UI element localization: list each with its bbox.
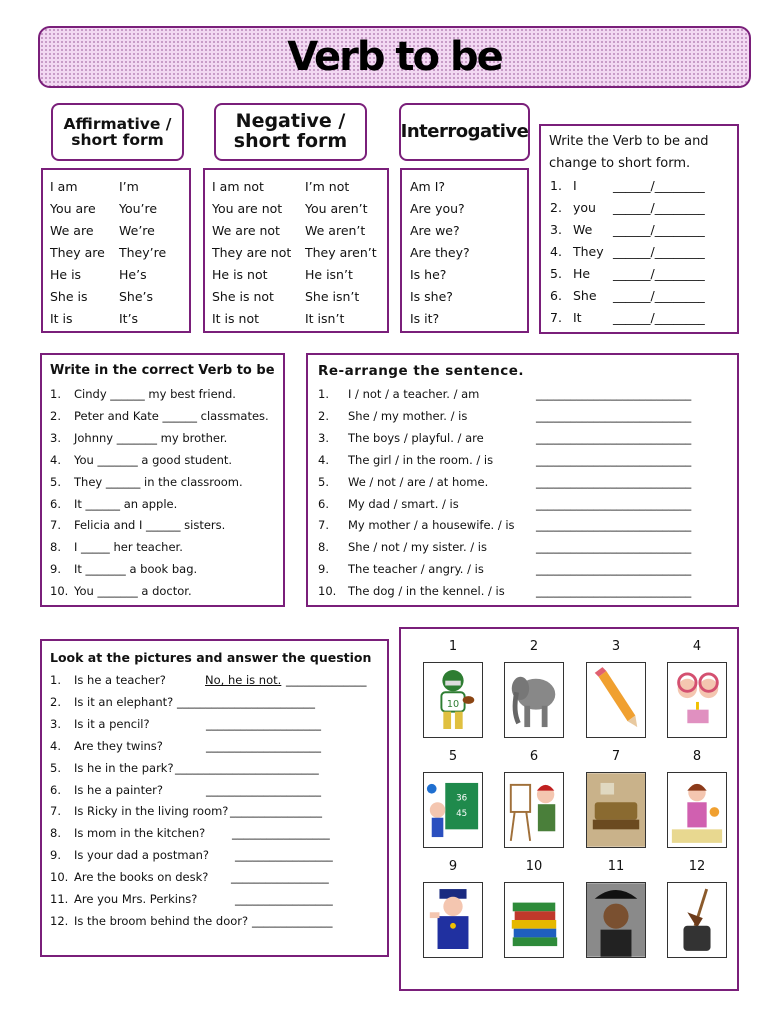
- boy-chalkboard-icon: [423, 772, 483, 848]
- negative-short: She isn’t: [305, 289, 360, 304]
- picture-answer: No, he is not.: [205, 673, 282, 687]
- correct-verb-sentence: Cindy ______ my best friend.: [74, 387, 236, 401]
- short-form-number: 5.: [550, 266, 562, 281]
- picture-question-number: 12.: [50, 913, 69, 928]
- correct-verb-number: 3.: [50, 430, 61, 445]
- picture-question-number: 8.: [50, 826, 61, 841]
- interrogative-table: [400, 168, 529, 333]
- negative-short: We aren’t: [305, 223, 366, 238]
- affirmative-full: He is: [50, 267, 82, 282]
- negative-header-label: Negative / short form: [233, 110, 348, 152]
- short-form-title-1: Write the Verb to be and: [549, 134, 709, 149]
- picture-number: 4: [692, 639, 702, 654]
- short-form-blank: ______/________: [613, 244, 705, 259]
- rearrange-number: 5.: [318, 474, 329, 489]
- affirmative-short: She’s: [119, 289, 154, 304]
- picture-question: Is it an elephant?: [74, 694, 174, 709]
- picture-answer-line: _________________: [235, 848, 333, 863]
- correct-verb-sentence: It _______ a book bag.: [74, 562, 198, 577]
- short-form-word: you: [573, 200, 596, 215]
- negative-full: I am not: [212, 179, 264, 194]
- interrogative-header: [399, 103, 530, 161]
- short-form-word: We: [573, 222, 593, 237]
- rearrange-sentence: The girl / in the room. / is: [348, 452, 494, 467]
- short-form-number: 4.: [550, 244, 562, 259]
- correct-verb-number: 5.: [50, 474, 61, 489]
- affirmative-full: It is: [50, 311, 73, 326]
- picture-question: Is he a painter?: [74, 782, 164, 797]
- correct-verb-number: 9.: [50, 562, 61, 577]
- rearrange-answer-line: ___________________________: [536, 496, 692, 511]
- picture-question: Are the books on desk?: [74, 870, 209, 885]
- affirmative-header-label: Affirmative / short form: [63, 114, 172, 149]
- rearrange-answer-line: ___________________________: [536, 408, 692, 423]
- affirmative-full: I am: [50, 179, 78, 194]
- rearrange-answer-line: ___________________________: [536, 518, 692, 533]
- correct-verb-number: 8.: [50, 540, 61, 555]
- picture-number: 3: [611, 639, 621, 654]
- rearrange-answer-line: ___________________________: [536, 452, 692, 467]
- correct-verb-sentence: It ______ an apple.: [74, 496, 178, 511]
- picture-question: Is the broom behind the door?: [74, 913, 249, 928]
- painter-icon: [504, 772, 564, 848]
- affirmative-short: He’s: [119, 267, 147, 282]
- rearrange-number: 2.: [318, 408, 329, 423]
- interrogative-question: Are we?: [410, 223, 460, 238]
- correct-verb-number: 10.: [50, 584, 69, 599]
- short-form-number: 6.: [550, 288, 562, 303]
- correct-verb-sentence: I _____ her teacher.: [74, 540, 183, 555]
- picture-question-number: 9.: [50, 848, 61, 863]
- picture-number: 1: [448, 639, 458, 654]
- rearrange-sentence: My dad / smart. / is: [348, 496, 459, 511]
- picture-number: 9: [448, 859, 458, 874]
- short-form-title-2: change to short form.: [549, 156, 691, 171]
- correct-verb-exercise: [40, 353, 285, 607]
- interrogative-question: Is she?: [410, 289, 453, 304]
- affirmative-full: They are: [50, 245, 105, 260]
- correct-verb-number: 4.: [50, 452, 61, 467]
- title-banner: [38, 26, 751, 88]
- rearrange-number: 4.: [318, 452, 329, 467]
- negative-table: [203, 168, 389, 333]
- picture-answer-line: _________________: [232, 826, 330, 841]
- picture-question-number: 1.: [50, 673, 61, 687]
- picture-number: 6: [529, 749, 539, 764]
- rearrange-number: 10.: [318, 584, 337, 599]
- correct-verb-title: Write in the correct Verb to be: [50, 363, 275, 378]
- short-form-number: 2.: [550, 200, 562, 215]
- short-form-blank: ______/________: [613, 222, 705, 237]
- picture-number: 5: [448, 749, 458, 764]
- rearrange-exercise: [306, 353, 739, 607]
- picture-question-number: 11.: [50, 892, 69, 906]
- rearrange-number: 9.: [318, 562, 329, 577]
- rearrange-answer-line: ___________________________: [536, 540, 692, 555]
- correct-verb-number: 6.: [50, 496, 61, 511]
- rearrange-number: 8.: [318, 540, 329, 555]
- affirmative-full: She is: [50, 289, 88, 304]
- picture-questions-title: Look at the pictures and answer the question: [50, 650, 372, 665]
- picture-answer-line: ________________________: [177, 694, 315, 709]
- picture-question: Is Ricky in the living room?: [74, 804, 229, 819]
- rearrange-sentence: The teacher / angry. / is: [348, 562, 484, 577]
- broom-bucket-icon: [667, 882, 727, 958]
- rearrange-number: 6.: [318, 496, 329, 511]
- picture-number: 7: [611, 749, 621, 764]
- negative-full: They are not: [212, 245, 292, 260]
- negative-short: It isn’t: [305, 311, 345, 326]
- rearrange-sentence: I / not / a teacher. / am: [348, 387, 480, 401]
- rearrange-title: Re-arrange the sentence.: [318, 363, 525, 379]
- affirmative-short: You’re: [119, 201, 158, 216]
- affirmative-short: We’re: [119, 223, 155, 238]
- picture-question-number: 7.: [50, 804, 61, 819]
- correct-verb-number: 2.: [50, 408, 61, 423]
- police-officer-icon: [423, 882, 483, 958]
- rearrange-sentence: She / my mother. / is: [348, 408, 468, 423]
- svg-text:10: 10: [446, 698, 460, 710]
- picture-question: Are they twins?: [74, 738, 163, 753]
- picture-question-number: 6.: [50, 782, 61, 797]
- negative-short: He isn’t: [305, 267, 353, 282]
- correct-verb-sentence: They ______ in the classroom.: [74, 474, 243, 489]
- short-form-number: 3.: [550, 222, 562, 237]
- picture-answer-line: ________________: [230, 804, 322, 819]
- picture-question-number: 5.: [50, 760, 61, 775]
- interrogative-question: Are you?: [410, 201, 465, 216]
- short-form-blank: ______/________: [613, 288, 705, 303]
- book-stack-icon: [504, 882, 564, 958]
- picture-question: Is it a pencil?: [74, 716, 150, 731]
- negative-header: [214, 103, 367, 161]
- rearrange-answer-line: ___________________________: [536, 430, 692, 445]
- picture-question: Are you Mrs. Perkins?: [74, 892, 198, 906]
- rearrange-sentence: The boys / playful. / are: [348, 430, 484, 445]
- picture-question-number: 3.: [50, 716, 61, 731]
- twins-icon: [667, 662, 727, 738]
- rearrange-answer-line: ___________________________: [536, 562, 692, 577]
- affirmative-header: [51, 103, 184, 161]
- interrogative-header-label: Interrogative: [400, 120, 529, 142]
- affirmative-full: We are: [50, 223, 94, 238]
- short-form-blank: ______/________: [613, 266, 705, 281]
- picture-answer-line: ____________________: [206, 716, 321, 731]
- rearrange-sentence: We / not / are / at home.: [348, 474, 489, 489]
- rearrange-sentence: The dog / in the kennel. / is: [348, 584, 505, 599]
- interrogative-question: Are they?: [410, 245, 470, 260]
- picture-answer-line: ____________________: [206, 782, 321, 797]
- rearrange-answer-line: ___________________________: [536, 584, 692, 599]
- picture-answer-line: _________________: [235, 892, 333, 906]
- picture-answer-line: _________________: [231, 870, 329, 885]
- interrogative-question: Am I?: [410, 179, 446, 194]
- picture-number: 2: [529, 639, 539, 654]
- interrogative-question: Is it?: [410, 311, 440, 326]
- svg-text:45: 45: [456, 808, 468, 819]
- correct-verb-sentence: You _______ a good student.: [74, 452, 233, 467]
- correct-verb-sentence: Johnny _______ my brother.: [74, 430, 228, 445]
- picture-question: Is he a teacher?: [74, 673, 166, 687]
- short-form-word: I: [573, 178, 577, 193]
- correct-verb-number: 1.: [50, 387, 61, 401]
- rearrange-number: 1.: [318, 387, 329, 401]
- rearrange-answer-line: ___________________________: [536, 387, 692, 401]
- negative-short: They aren’t: [305, 245, 377, 260]
- pencil-icon: [586, 662, 646, 738]
- negative-full: It is not: [212, 311, 259, 326]
- football-player-icon: [423, 662, 483, 738]
- picture-questions-exercise: [40, 639, 389, 957]
- correct-verb-sentence: You _______ a doctor.: [74, 584, 192, 599]
- rearrange-number: 3.: [318, 430, 329, 445]
- picture-question: Is mom in the kitchen?: [74, 826, 206, 841]
- short-form-blank: ______/________: [613, 310, 705, 325]
- short-form-word: She: [573, 288, 597, 303]
- rearrange-sentence: She / not / my sister. / is: [348, 540, 487, 555]
- correct-verb-sentence: Peter and Kate ______ classmates.: [74, 408, 269, 423]
- page-title: Verb to be: [287, 34, 502, 80]
- picture-number: 8: [692, 749, 702, 764]
- picture-question: Is your dad a postman?: [74, 848, 210, 863]
- interrogative-question: Is he?: [410, 267, 447, 282]
- short-form-exercise: [539, 124, 739, 334]
- picture-question-number: 10.: [50, 870, 69, 885]
- correct-verb-number: 7.: [50, 518, 61, 533]
- picture-grid: [399, 627, 739, 991]
- affirmative-full: You are: [50, 201, 96, 216]
- rearrange-number: 7.: [318, 518, 329, 533]
- short-form-word: He: [573, 266, 591, 281]
- short-form-word: It: [573, 310, 582, 325]
- negative-full: He is not: [212, 267, 268, 282]
- living-room-icon: [586, 772, 646, 848]
- picture-number: 11: [607, 859, 625, 874]
- correct-verb-sentence: Felicia and I ______ sisters.: [74, 518, 226, 533]
- picture-number: 10: [525, 859, 543, 874]
- elephant-icon: [504, 662, 564, 738]
- affirmative-short: I’m: [119, 179, 139, 194]
- negative-short: You aren’t: [305, 201, 368, 216]
- picture-number: 12: [688, 859, 706, 874]
- affirmative-short: It’s: [119, 311, 139, 326]
- picture-answer-line: _________________________: [175, 760, 319, 775]
- short-form-word: They: [573, 244, 604, 259]
- picture-question-number: 4.: [50, 738, 61, 753]
- rearrange-sentence: My mother / a housewife. / is: [348, 518, 515, 533]
- woman-kitchen-icon: [667, 772, 727, 848]
- negative-full: She is not: [212, 289, 274, 304]
- man-umbrella-icon: [586, 882, 646, 958]
- negative-full: We are not: [212, 223, 280, 238]
- affirmative-short: They’re: [119, 245, 167, 260]
- picture-answer-line: ______________: [252, 913, 333, 928]
- short-form-blank: ______/________: [613, 200, 705, 215]
- svg-text:36: 36: [456, 793, 468, 804]
- short-form-blank: ______/________: [613, 178, 705, 193]
- short-form-number: 1.: [550, 178, 562, 193]
- negative-full: You are not: [212, 201, 283, 216]
- picture-question: Is he in the park?: [74, 760, 174, 775]
- short-form-number: 7.: [550, 310, 562, 325]
- picture-answer-line: ____________________: [206, 738, 321, 753]
- picture-question-number: 2.: [50, 694, 61, 709]
- affirmative-table: [41, 168, 191, 333]
- picture-answer-line: ______________: [286, 673, 367, 687]
- negative-short: I’m not: [305, 179, 350, 194]
- rearrange-answer-line: ___________________________: [536, 474, 692, 489]
